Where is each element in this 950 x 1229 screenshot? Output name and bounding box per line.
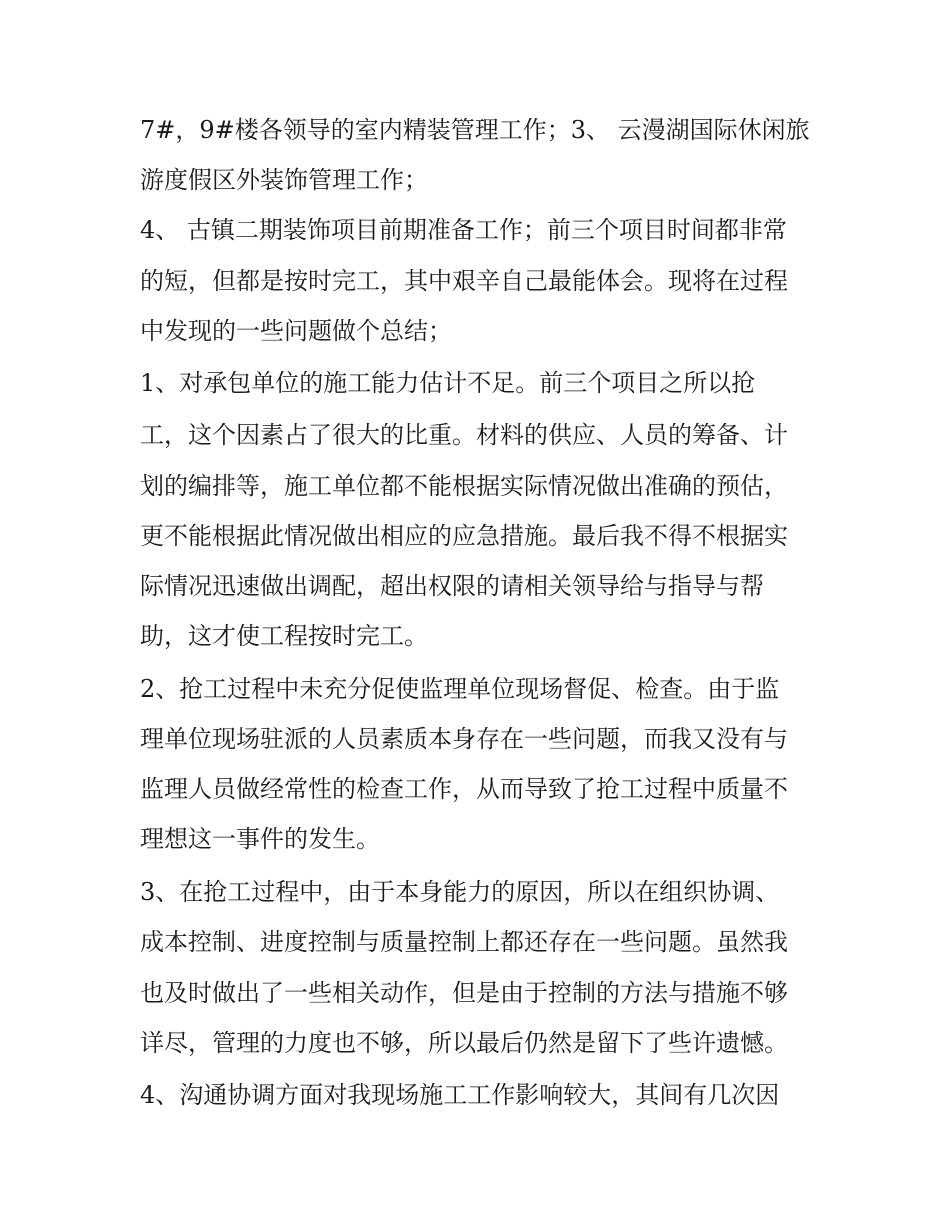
text-line: 划的编排等，施工单位都不能根据实际情况做出准确的预估， bbox=[140, 472, 788, 500]
text-line: 助，这才使工程按时完工。 bbox=[140, 622, 428, 650]
text-line: 4、 古镇二期装饰项目前期准备工作；前三个项目时间都非常 bbox=[140, 216, 787, 244]
text-line: 中发现的一些问题做个总结； bbox=[140, 317, 452, 345]
text-line: 游度假区外装饰管理工作； bbox=[140, 166, 428, 194]
text-line: 3、在抢工过程中，由于本身能力的原因，所以在组织协调、 bbox=[140, 878, 780, 906]
text-line: 也及时做出了一些相关动作，但是由于控制的方法与措施不够 bbox=[140, 979, 788, 1007]
text-line: 工，这个因素占了很大的比重。材料的供应、人员的筹备、计 bbox=[140, 421, 788, 449]
text-line: 际情况迅速做出调配，超出权限的请相关领导给与指导与帮 bbox=[140, 572, 764, 600]
text-line: 的短，但都是按时完工，其中艰辛自己最能体会。现将在过程 bbox=[140, 267, 788, 295]
text-line: 2、抢工过程中未充分促使监理单位现场督促、检查。由于监 bbox=[140, 675, 780, 703]
text-line: 理单位现场驻派的人员素质本身存在一些问题，而我又没有与 bbox=[140, 725, 788, 753]
text-line: 监理人员做经常性的检查工作，从而导致了抢工过程中质量不 bbox=[140, 775, 788, 803]
text-line: 1、对承包单位的施工能力估计不足。前三个项目之所以抢 bbox=[140, 369, 756, 397]
text-line: 4、沟通协调方面对我现场施工工作影响较大，其间有几次因 bbox=[140, 1081, 780, 1109]
text-line: 详尽，管理的力度也不够，所以最后仍然是留下了些许遗憾。 bbox=[140, 1029, 788, 1057]
text-line: 7#，9#楼各领导的室内精装管理工作；3、 云漫湖国际休闲旅 bbox=[140, 116, 810, 144]
text-line: 更不能根据此情况做出相应的应急措施。最后我不得不根据实 bbox=[140, 522, 788, 550]
text-line: 理想这一事件的发生。 bbox=[140, 825, 380, 853]
text-line: 成本控制、进度控制与质量控制上都还存在一些问题。虽然我 bbox=[140, 928, 788, 956]
